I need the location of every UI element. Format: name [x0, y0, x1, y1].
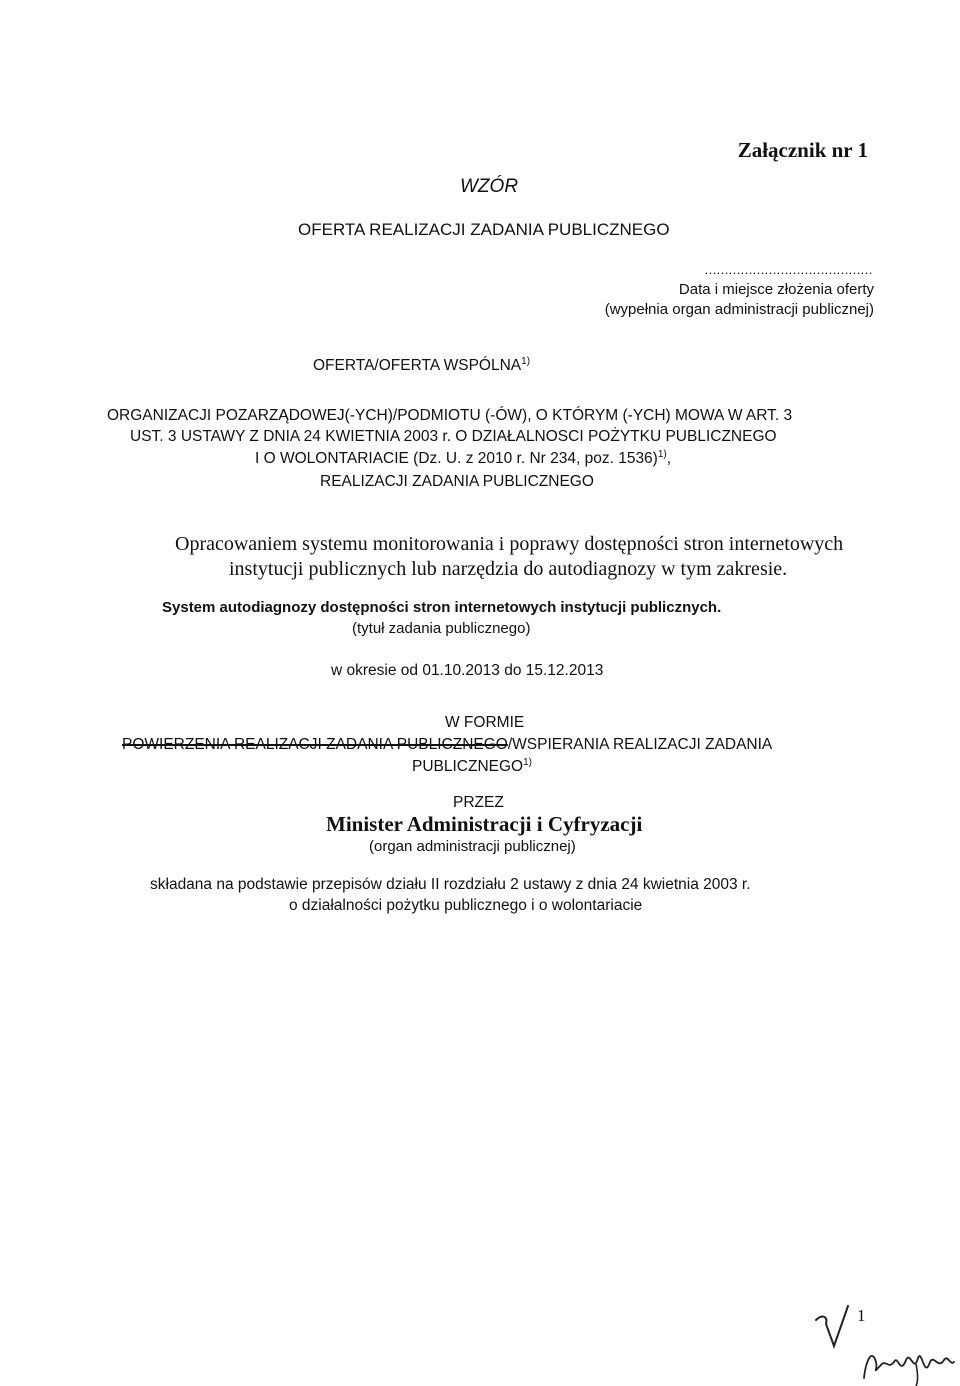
org-line-3: [255, 450, 671, 468]
form-heading: W FORMIE: [445, 714, 525, 731]
org-line-3-footnote: 1): [657, 448, 667, 460]
form-text: /WSPIERANIA REALIZACJI ZADANIA: [507, 736, 773, 753]
form-struck-text: POWIERZENIA REALIZACJI ZADANIA PUBLICZNEGO: [122, 736, 508, 753]
form-text-2: PUBLICZNEGO: [412, 758, 524, 775]
offer-type-footnote: 1): [521, 355, 531, 367]
legal-basis-line-1: składana na podstawie przepisów działu II rozdziału 2 ustawy z dnia 24 kwietnia 2003 r.: [150, 876, 751, 893]
org-line-1: ORGANIZACJI POZARZĄDOWEJ(-YCH)/PODMIOTU (-ÓW), O KTÓRYM (-YCH) MOWA W ART. 3: [107, 407, 793, 424]
attachment-label: Załącznik nr 1: [737, 138, 868, 162]
org-line-2: UST. 3 USTAWY Z DNIA 24 KWIETNIA 2003 r. O DZIAŁALNOSCI POŻYTKU PUBLICZNEGO: [130, 428, 777, 445]
handwritten-signature: [858, 1340, 958, 1386]
task-title-line-1: Opracowaniem systemu monitorowania i poprawy dostępności stron internetowych: [175, 533, 844, 555]
date-sublabel: (wypełnia organ administracji publicznej): [604, 301, 874, 318]
org-line-3-suffix: ,: [666, 450, 672, 467]
task-title-line-2: instytucji publicznych lub narzędzia do autodiagnozy w tym zakresie.: [229, 558, 788, 580]
task-name: System autodiagnozy dostępności stron internetowych instytucji publicznych.: [162, 599, 722, 616]
authority-caption: (organ administracji publicznej): [369, 838, 576, 855]
org-line-4: REALIZACJI ZADANIA PUBLICZNEGO: [320, 473, 594, 490]
page-number: 1: [857, 1306, 866, 1325]
form-line: [122, 736, 772, 754]
form-line-2: [412, 758, 532, 776]
date-dots: ……………………………………: [704, 262, 872, 277]
document-title: OFERTA REALIZACJI ZADANIA PUBLICZNEGO: [298, 220, 670, 239]
date-label: Data i miejsce złożenia oferty: [678, 281, 874, 298]
task-caption: (tytuł zadania publicznego): [352, 620, 531, 637]
authority-name: Minister Administracji i Cyfryzacji: [326, 812, 643, 836]
form-footnote: 1): [523, 756, 533, 768]
org-line-3-text: I O WOLONTARIACIE (Dz. U. z 2010 r. Nr 234, poz. 1536): [255, 450, 658, 467]
handwritten-initial: [812, 1300, 856, 1350]
period: w okresie od 01.10.2013 do 15.12.2013: [331, 662, 604, 679]
authority-heading: PRZEZ: [453, 794, 504, 811]
offer-type-text: OFERTA/OFERTA WSPÓLNA: [313, 357, 522, 374]
offer-type: [313, 357, 530, 375]
legal-basis-line-2: o działalności pożytku publicznego i o wolontariacie: [289, 897, 643, 914]
template-label: WZÓR: [460, 176, 519, 197]
